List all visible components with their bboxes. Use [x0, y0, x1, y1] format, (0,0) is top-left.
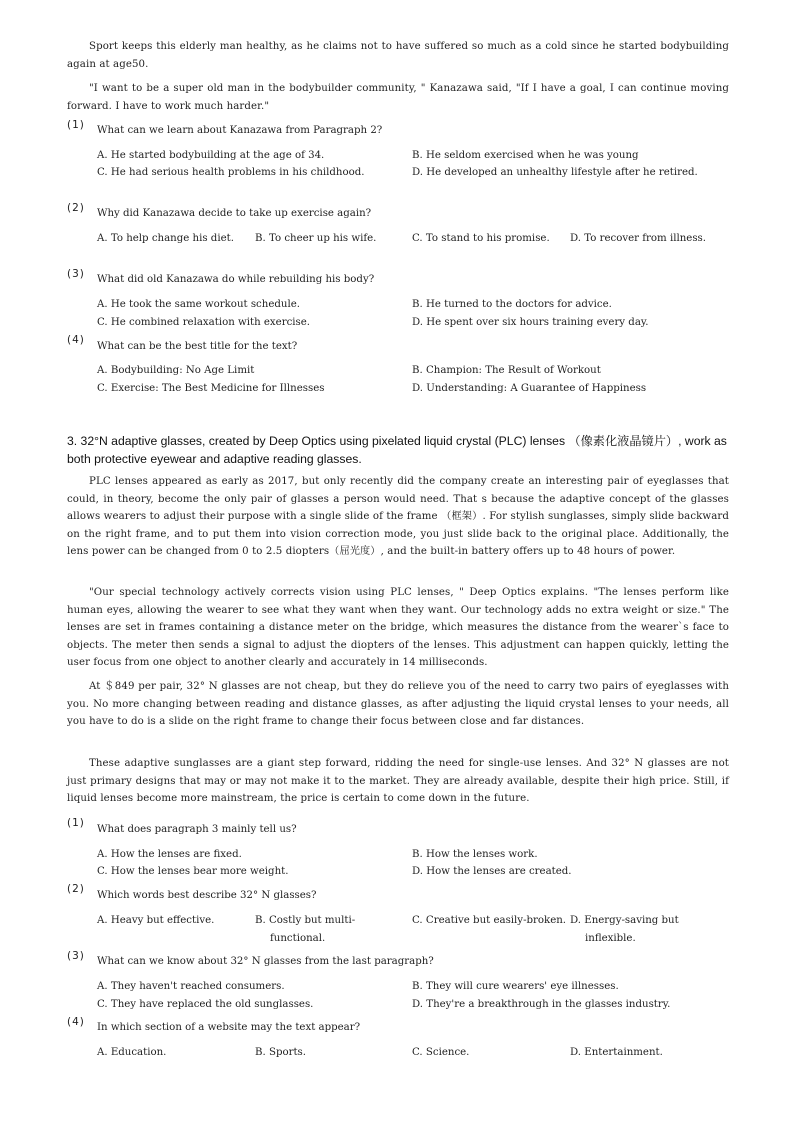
- option-c: C. Creative but easily-broken.: [412, 915, 567, 926]
- passage1-paragraph-1: Sport keeps this elderly man healthy, as he claims not to have suffered so much as a cold since he started bodybuilding again at age50.: [67, 41, 729, 70]
- question-stem: What can be the best title for the text?: [97, 341, 298, 352]
- passage2-paragraph-4: These adaptive sunglasses are a giant step forward, ridding the need for single-use lenses. And 32° N glasses are not just primary designs that may or may not make it to the market. They are already available, despite their high price. Still, if liquid lenses become more mainstream, the price is certain to come down in the future.: [67, 758, 729, 804]
- option-a: A. He took the same workout schedule.: [97, 299, 300, 310]
- passage2-paragraph-2: "Our special technology actively corrects vision using PLC lenses, " Deep Optics explains. "The lenses perform like human eyes, allowing the wearer to see what they want when they want. Our technology adds no extra weight or size." The lenses are set in frames containing a distance meter on the bridge, which measures the distance from the wearer`s face to objects. The meter then sends a signal to adjust the diopters of the lenses. This adjustment can happen quickly, letting the user focus from one object to another clearly and accurately in 14 milliseconds.: [67, 587, 729, 668]
- passage1-paragraph-2: "I want to be a super old man in the bodybuilder community, " Kanazawa said, "If I have a goal, I can continue moving forward. I have to work much harder.": [67, 83, 729, 112]
- option-c: C. Exercise: The Best Medicine for Illnesses: [97, 383, 325, 394]
- question-stem: What did old Kanazawa do while rebuilding his body?: [97, 274, 375, 285]
- option-b: B. He turned to the doctors for advice.: [412, 299, 612, 310]
- question-stem: What can we learn about Kanazawa from Paragraph 2?: [97, 125, 383, 136]
- option-b: B. They will cure wearers' eye illnesses.: [412, 981, 619, 992]
- question-number: (1): [67, 119, 85, 131]
- question-stem: Why did Kanazawa decide to take up exercise again?: [97, 208, 372, 219]
- option-a: A. Education.: [97, 1047, 167, 1058]
- option-c: C. How the lenses bear more weight.: [97, 866, 289, 877]
- option-c: C. They have replaced the old sunglasses.: [97, 999, 314, 1010]
- passage2-heading: 3. 32°N adaptive glasses, created by Deep Optics using pixelated liquid crystal (PLC) lenses （像素化液晶镜片）, work as both protective eyewear and adaptive reading glasses.: [67, 434, 727, 466]
- option-b: B. Sports.: [255, 1047, 307, 1058]
- option-b: B. How the lenses work.: [412, 849, 538, 860]
- option-d: D. Understanding: A Guarantee of Happiness: [412, 383, 647, 394]
- option-b: B. To cheer up his wife.: [255, 233, 377, 244]
- question-stem: Which words best describe 32° N glasses?: [97, 890, 317, 901]
- question-stem: What can we know about 32° N glasses from the last paragraph?: [97, 956, 434, 967]
- question-number: (2): [67, 883, 85, 895]
- question-number: (3): [67, 950, 85, 962]
- option-c: C. Science.: [412, 1047, 470, 1058]
- option-c: C. He had serious health problems in his childhood.: [97, 167, 365, 178]
- question-stem: What does paragraph 3 mainly tell us?: [97, 824, 297, 835]
- option-c: C. He combined relaxation with exercise.: [97, 317, 311, 328]
- question-number: (2): [67, 202, 85, 214]
- passage2-paragraph-1: PLC lenses appeared as early as 2017, but only recently did the company create an interesting pair of eyeglasses that could, in theory, become the only pair of glasses a person would need. That s because the adaptive concept of the glasses allows wearers to adjust their purpose with a single slide of the frame （框架）. For stylish sunglasses, simply slide backward on the right frame, and to put them into vision correction mode, you just slide back to the original place. Additionally, the lens power can be changed from 0 to 2.5 diopters（屈光度）, and the built-in battery offers up to 48 hours of power.: [67, 476, 729, 557]
- option-d: D. Entertainment.: [570, 1047, 663, 1058]
- option-a: A. Heavy but effective.: [97, 915, 215, 926]
- option-d: D. To recover from illness.: [570, 233, 707, 244]
- option-b: B. Costly but multi-functional.: [255, 915, 356, 944]
- option-d: D. Energy-saving but inflexible.: [570, 915, 679, 944]
- question-number: (1): [67, 817, 85, 829]
- option-d: D. He spent over six hours training every day.: [412, 317, 649, 328]
- question-number: (4): [67, 1016, 85, 1028]
- option-a: A. How the lenses are fixed.: [97, 849, 242, 860]
- question-stem: In which section of a website may the text appear?: [97, 1022, 361, 1033]
- option-d: D. He developed an unhealthy lifestyle after he retired.: [412, 167, 698, 178]
- option-b: B. He seldom exercised when he was young: [412, 150, 639, 161]
- option-d: D. They're a breakthrough in the glasses industry.: [412, 999, 671, 1010]
- option-a: A. To help change his diet.: [97, 233, 234, 244]
- question-number: (4): [67, 334, 85, 346]
- option-a: A. He started bodybuilding at the age of 34.: [97, 150, 325, 161]
- passage2-paragraph-3: At ＄849 per pair, 32° N glasses are not cheap, but they do relieve you of the need to carry two pairs of eyeglasses with you. No more changing between reading and distance glasses, as after adjusting the liquid crystal lenses to your needs, all you have to do is a slide on the right frame to change their focus between close and far distances.: [67, 681, 729, 727]
- question-number: (3): [67, 268, 85, 280]
- option-a: A. They haven't reached consumers.: [97, 981, 285, 992]
- option-d: D. How the lenses are created.: [412, 866, 572, 877]
- option-a: A. Bodybuilding: No Age Limit: [97, 365, 255, 376]
- option-b: B. Champion: The Result of Workout: [412, 365, 601, 376]
- option-c: C. To stand to his promise.: [412, 233, 550, 244]
